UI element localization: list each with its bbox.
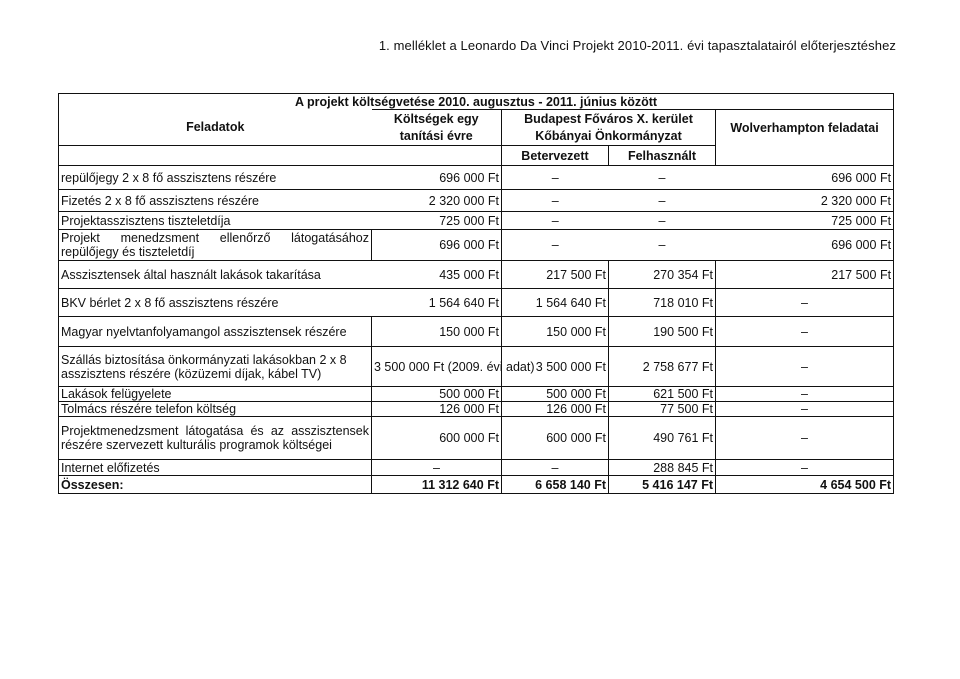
table-row: Projekt menedzsment ellenőrző látogatásához repülőjegy és tiszteletdíj 696 000 Ft – – 696 000 Ft xyxy=(59,230,894,261)
table-row: Projektmenedzsment látogatása és az asszisztensek részére szervezett kulturális programok költségei 600 000 Ft 600 000 Ft 490 761 Ft – xyxy=(59,417,894,460)
header-budapest-line2: Kőbányai Önkormányzat xyxy=(502,128,716,146)
header-used: Felhasznált xyxy=(609,146,716,166)
header-wolverhampton: Wolverhampton feladatai xyxy=(716,110,894,146)
header-planned: Betervezett xyxy=(502,146,609,166)
table-row: Magyar nyelvtanfolyamangol asszisztensek részére 150 000 Ft 150 000 Ft 190 500 Ft – xyxy=(59,317,894,347)
table-row: Projektasszisztens tiszteletdíja 725 000 Ft – – 725 000 Ft xyxy=(59,212,894,230)
table-row: Internet előfizetés – – 288 845 Ft – xyxy=(59,460,894,476)
table-row: Szállás biztosítása önkormányzati lakásokban 2 x 8 asszisztens részére (közüzemi díjak, kábel TV) 3 500 000 Ft (2009. évi adat) 3 500 000 Ft 2 758 677 Ft – xyxy=(59,347,894,387)
table-row: BKV bérlet 2 x 8 fő asszisztens részére 1 564 640 Ft 1 564 640 Ft 718 010 Ft – xyxy=(59,289,894,317)
table-row: repülőjegy 2 x 8 fő asszisztens részére 696 000 Ft – – 696 000 Ft xyxy=(59,166,894,190)
table-row: Asszisztensek által használt lakások takarítása 435 000 Ft 217 500 Ft 270 354 Ft 217 500 Ft xyxy=(59,261,894,289)
table-row: Fizetés 2 x 8 fő asszisztens részére 2 320 000 Ft – – 2 320 000 Ft xyxy=(59,190,894,212)
header-budapest-line1: Budapest Főváros X. kerület xyxy=(502,110,716,128)
table-title: A projekt költségvetése 2010. augusztus - 2011. június között xyxy=(59,94,894,110)
header-cost-line1: Költségek egy xyxy=(372,110,502,128)
header-cost-line2: tanítási évre xyxy=(372,128,502,146)
header-tasks: Feladatok xyxy=(59,110,372,146)
table-row: Lakások felügyelete 500 000 Ft 500 000 Ft 621 500 Ft – xyxy=(59,387,894,402)
total-label: Összesen: xyxy=(59,476,372,494)
table-row: Tolmács részére telefon költség 126 000 Ft 126 000 Ft 77 500 Ft – xyxy=(59,402,894,417)
total-row: Összesen: 11 312 640 Ft 6 658 140 Ft 5 416 147 Ft 4 654 500 Ft xyxy=(59,476,894,494)
budget-table xyxy=(58,93,894,494)
page-header: 1. melléklet a Leonardo Da Vinci Projekt 2010-2011. évi tapasztalatairól előterjesztéshez xyxy=(378,38,896,53)
